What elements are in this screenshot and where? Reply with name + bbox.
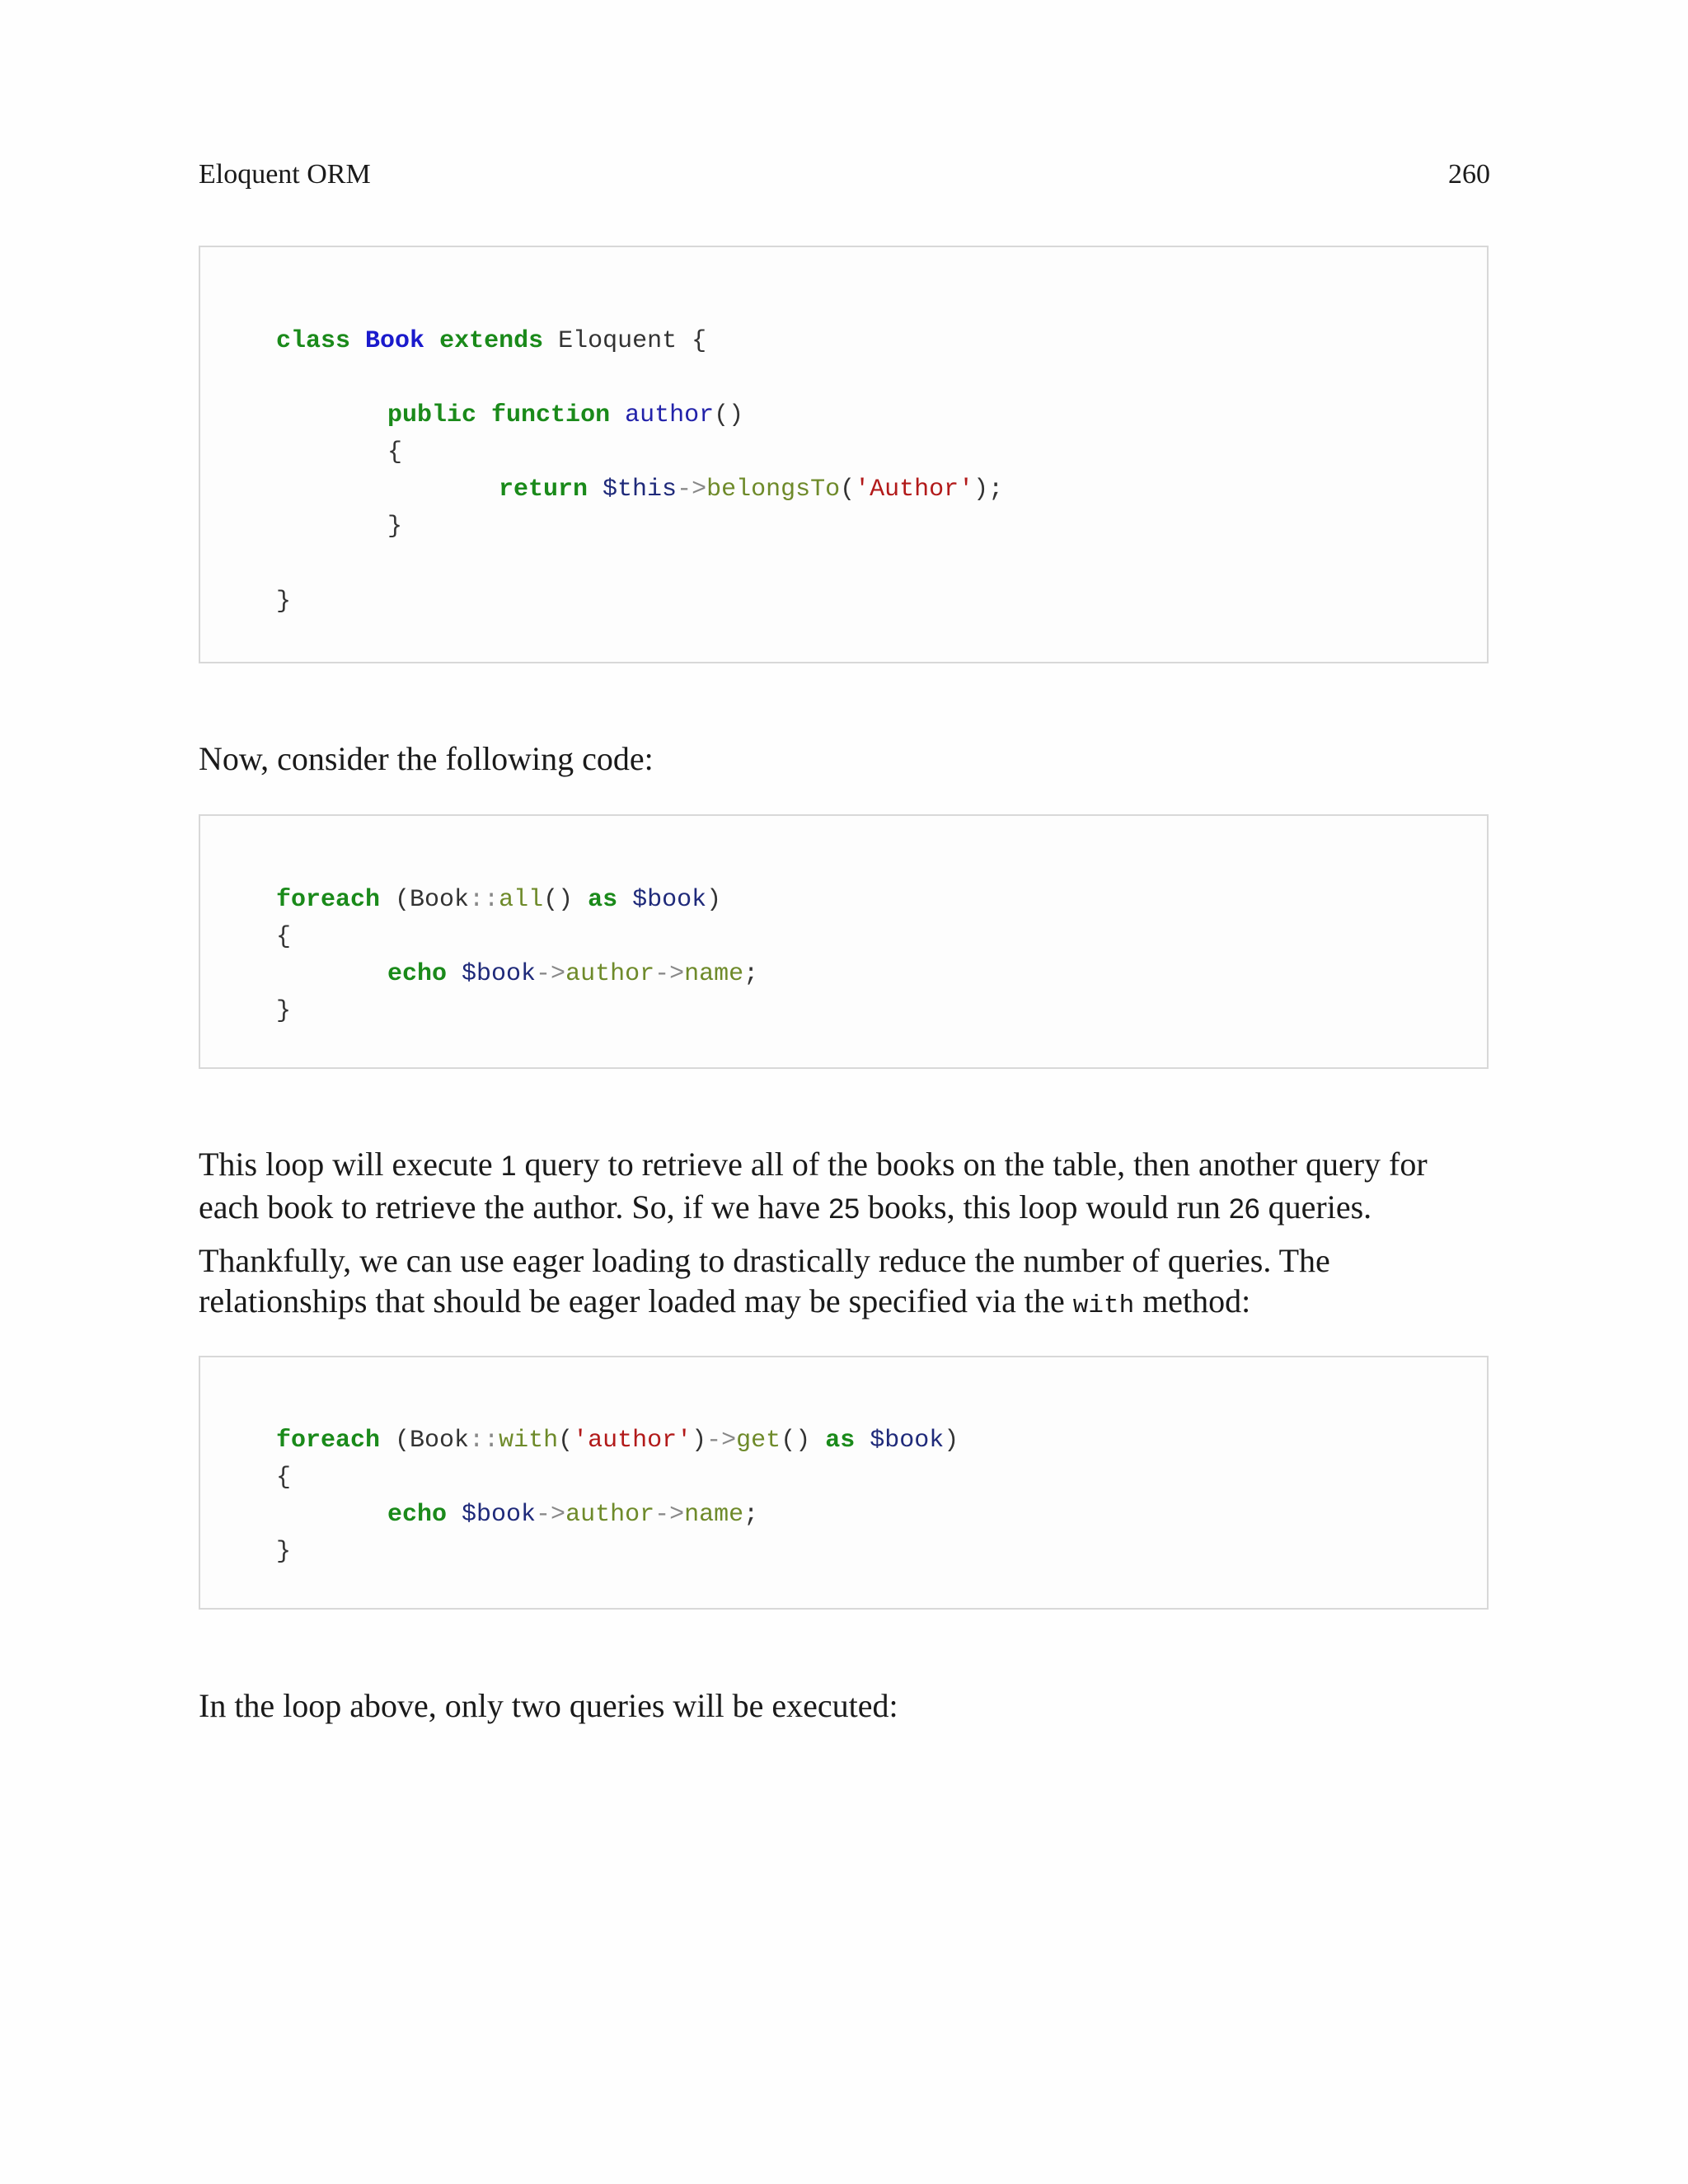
inline-code-with: with <box>1072 1291 1135 1320</box>
code-line: { <box>276 923 292 951</box>
code-line: } <box>276 1538 292 1566</box>
code-line: { <box>276 1464 292 1492</box>
chapter-title: Eloquent ORM <box>199 159 371 190</box>
code-line: echo $book->author->name; <box>387 960 759 988</box>
running-header <box>199 159 1490 200</box>
code-block-foreach-with <box>199 1356 1489 1610</box>
page-number: 260 <box>1448 159 1490 190</box>
paragraph-two-queries: In the loop above, only two queries will be executed: <box>199 1687 898 1724</box>
code-block-foreach-all <box>199 814 1489 1069</box>
code-line: } <box>276 997 292 1025</box>
code-block-book-class <box>199 246 1489 663</box>
code-line: echo $book->author->name; <box>387 1501 759 1529</box>
code-line: } <box>387 513 403 541</box>
code-line: class Book extends Eloquent { <box>276 327 707 355</box>
code-line: } <box>276 588 292 616</box>
paragraph-n-plus-one: This loop will execute 1 query to retrieve all of the books on the table, then another query for each book to retrieve the author. So, if we have 25 books, this loop would run 26 queries. <box>199 1146 1428 1226</box>
code-line: public function author() <box>387 401 744 429</box>
code-line: return $this->belongsTo('Author'); <box>499 476 1004 504</box>
code-line: foreach (Book::all() as $book) <box>276 886 722 914</box>
paragraph-eager-loading: Thankfully, we can use eager loading to drastically reduce the number of queries. The relationships that should be eager loaded may be specified via the with method: <box>199 1242 1330 1320</box>
paragraph-intro: Now, consider the following code: <box>199 740 654 777</box>
code-line: { <box>387 438 403 466</box>
code-line: foreach (Book::with('author')->get() as $book) <box>276 1427 959 1455</box>
